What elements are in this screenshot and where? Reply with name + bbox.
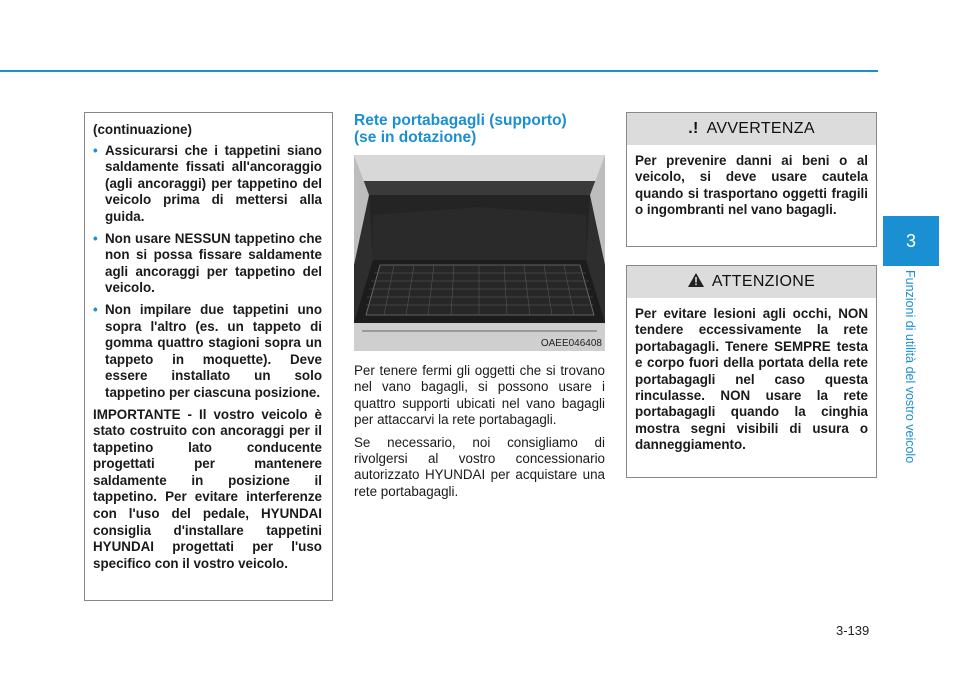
body-paragraph: Per tenere fermi gli oggetti che si trovano nel vano bagagli, si possono usare i quattro supporti ubicati nel vano bagagli per attaccarvi la rete portabagagli. bbox=[354, 363, 605, 428]
chapter-tab: 3 bbox=[883, 216, 939, 266]
warning-title: AVVERTENZA bbox=[706, 120, 815, 137]
warning-header bbox=[627, 113, 876, 145]
body-paragraph: Se necessario, noi consigliamo di rivolgersi al vostro concessionario autorizzato HYUNDAI per acquistare una rete portabagagli. bbox=[354, 434, 605, 499]
section-heading bbox=[354, 112, 605, 146]
warning-triangle-icon bbox=[688, 273, 704, 292]
warning-text: Per prevenire danni ai beni o al veicolo, si deve usare cautela quando si trasportano oggetti fragili o ingombranti nel vano bagagli. bbox=[635, 153, 868, 218]
bullet-item: • Assicurarsi che i tappetini siano saldamente fissati all'ancoraggio (agli ancoraggi) per tappetino del veicolo prima di mettersi alla guida. bbox=[93, 143, 322, 226]
bullet-item: • Non usare NESSUN tappetino che non si possa fissare saldamente agli ancoraggi per tappetino del veicolo. bbox=[93, 231, 322, 297]
important-note: IMPORTANTE - Il vostro veicolo è stato costruito con ancoraggi per il tappetino lato conducente progettati per mantenere saldamente in posizione il tappetino. Per evitare interferenze con l'uso del pedale, HYUNDAI consiglia d'installare tappetini HYUNDAI progettati per l'uso specifico con il vostro veicolo. bbox=[93, 406, 322, 571]
trunk-illustration bbox=[354, 155, 605, 351]
heading-line-2: (se in dotazione) bbox=[354, 129, 477, 146]
continuation-note-box bbox=[84, 112, 333, 601]
chapter-title: Funzioni di utilità del vostro veicolo bbox=[903, 270, 917, 464]
bullet-item: • Non impilare due tappetini uno sopra l'altro (es. un tappeto di gomma quattro stagioni sopra un tappeto in moquette). Deve essere installato un solo tappetino per ciascuna posizione. bbox=[93, 302, 322, 402]
cargo-net-section bbox=[354, 112, 605, 500]
top-rule bbox=[0, 70, 878, 72]
caution-header bbox=[627, 266, 876, 298]
heading-line-1: Rete portabagagli (supporto) bbox=[354, 112, 567, 129]
continuation-label: (continuazione) bbox=[93, 122, 192, 137]
caution-box bbox=[626, 265, 877, 478]
cargo-net-photo bbox=[354, 155, 605, 351]
exclamation-icon: .! bbox=[688, 120, 699, 137]
page-number: 3-139 bbox=[836, 623, 870, 638]
caution-text: Per evitare lesioni agli occhi, NON tendere eccessivamente la rete portabagagli. Tenere SEMPRE testa e corpo fuori della portata della rete portabagagli nel caso questa rinculasse. NON usare la rete portabagagli quando la cinghia mostra segni visibili di usura o danneggiamento. bbox=[635, 306, 868, 453]
warning-box bbox=[626, 112, 877, 247]
image-code: OAEE046408 bbox=[540, 338, 602, 349]
caution-title: ATTENZIONE bbox=[711, 273, 816, 290]
